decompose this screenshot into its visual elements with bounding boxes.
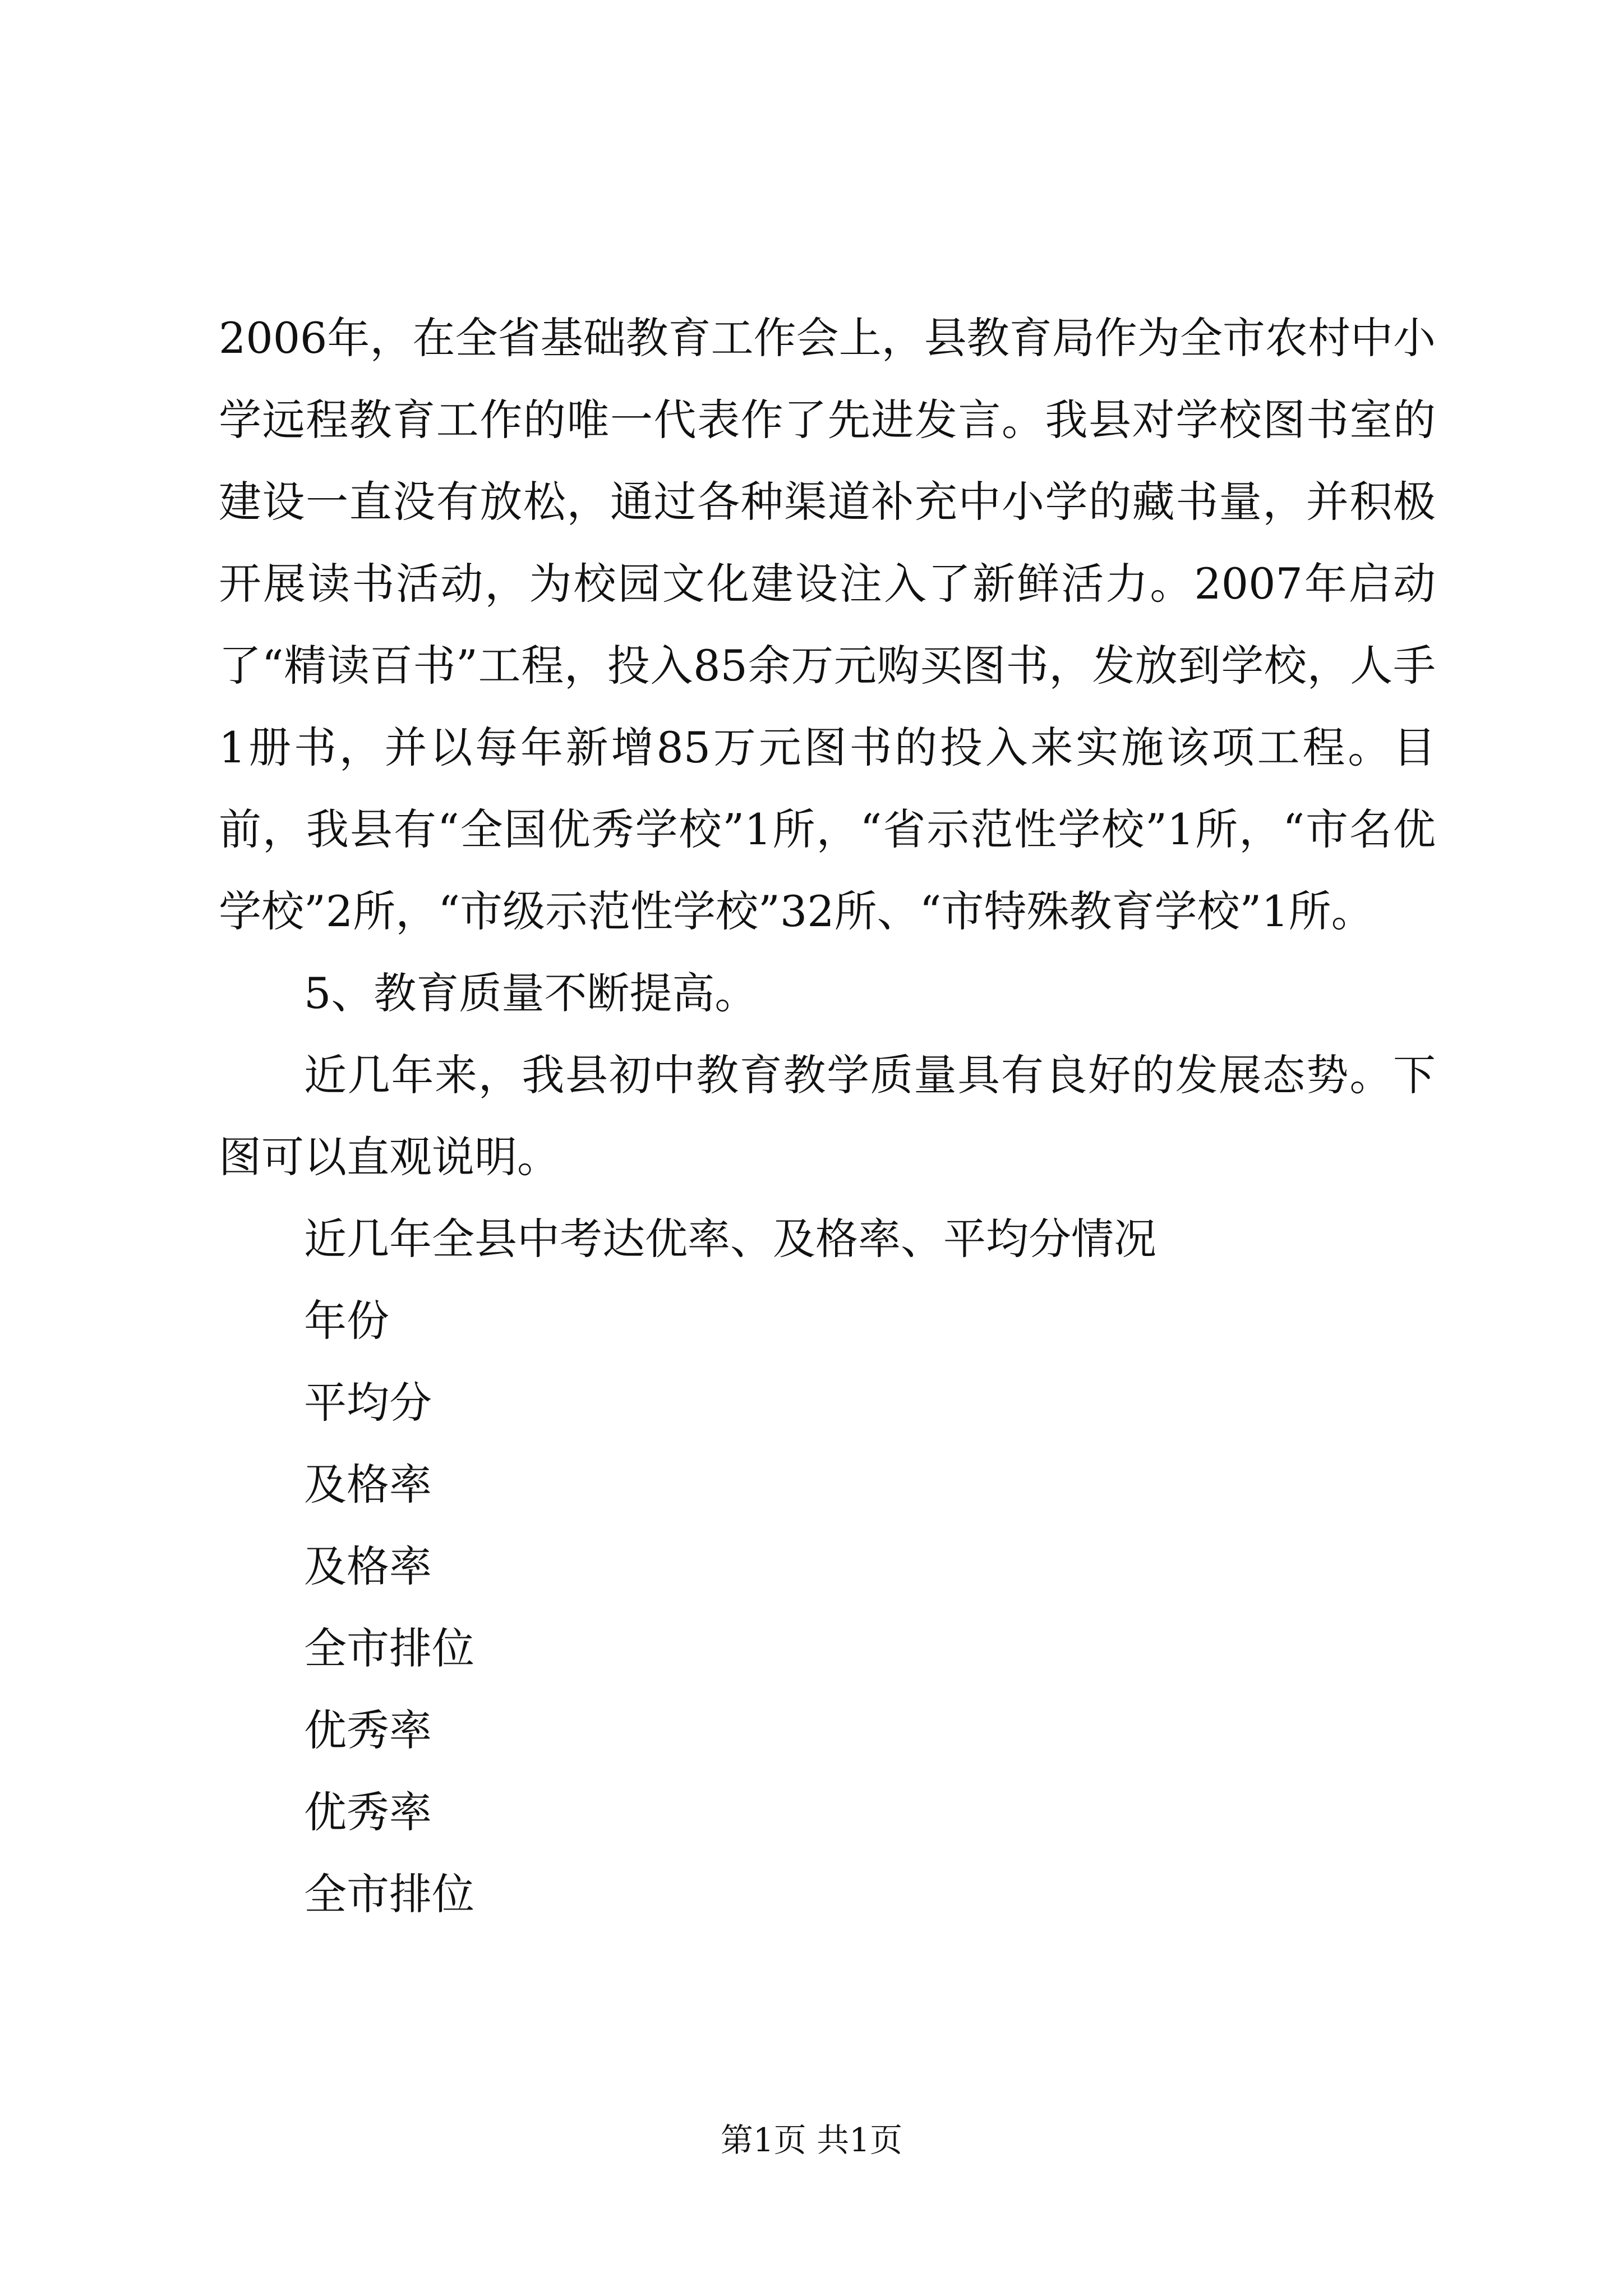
table-label-average-score: 平均分 xyxy=(304,1378,432,1428)
document-body xyxy=(219,297,1436,1935)
table-label-pass-rate: 及格率 xyxy=(304,1542,432,1591)
paragraph-quality-trend: 近几年来，我县初中教育教学质量具有良好的发展态势。下图可以直观说明。 xyxy=(219,1050,1436,1182)
table-label-excellence-rate: 优秀率 xyxy=(304,1787,432,1837)
table-label-excellence-rate: 优秀率 xyxy=(304,1705,432,1755)
page-footer: 第1页 共1页 xyxy=(720,2121,903,2159)
table-label-pass-rate: 及格率 xyxy=(304,1460,432,1510)
table-label-city-rank: 全市排位 xyxy=(304,1623,474,1673)
section-heading-education-quality: 5、教育质量不断提高。 xyxy=(304,968,758,1018)
table-label-year: 年份 xyxy=(304,1296,389,1346)
table-label-city-rank: 全市排位 xyxy=(304,1869,474,1919)
paragraph-library-and-schools: 2006年，在全省基础教育工作会上，县教育局作为全市农村中小学远程教育工作的唯一代表作了先进发言。我县对学校图书室的建设一直没有放松，通过各种渠道补充中小学的藏书量，并积极开展读书活动，为校园文化建设注入了新鲜活力。2007年启动了“精读百书”工程，投入85余万元购买图书，发放到学校，人手1册书，并以每年新增85万元图书的投入来实施该项工程。目前，我县有“全国优秀学校”1所，“省示范性学校”1所，“市名优学校”2所，“市级示范性学校”32所、“市特殊教育学校”1所。 xyxy=(219,313,1436,936)
table-caption: 近几年全县中考达优率、及格率、平均分情况 xyxy=(304,1214,1156,1264)
